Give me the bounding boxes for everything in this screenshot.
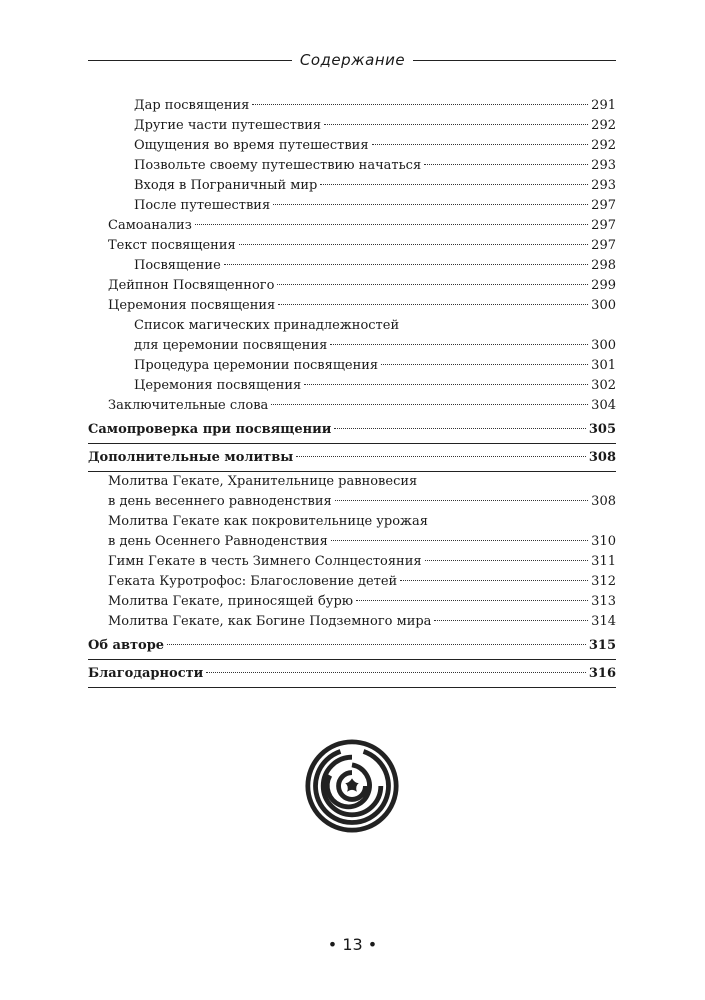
toc-entry-title-line1: Молитва Гекате как покровительнице урожая — [108, 514, 428, 529]
toc-entry-title: Молитва Гекате, приносящей бурю — [108, 594, 354, 609]
toc-entry-title: Молитва Гекате, как Богине Подземного мира — [108, 614, 432, 629]
toc-entry-line — [134, 176, 616, 196]
toc-entry-line — [108, 236, 616, 256]
toc-entry-title: Об авторе — [88, 638, 165, 653]
toc-entry[interactable] — [88, 156, 616, 176]
dot-leader — [320, 184, 588, 185]
toc-entry[interactable] — [88, 256, 616, 276]
toc-entry-page: 304 — [591, 398, 616, 413]
toc-entry-line — [108, 216, 616, 236]
toc-entry[interactable] — [88, 448, 616, 468]
toc-entry-page: 305 — [588, 422, 616, 437]
toc-entry[interactable] — [88, 376, 616, 396]
dot-leader — [425, 560, 589, 561]
toc-entry-page: 292 — [591, 138, 616, 153]
toc-entry-title: Церемония посвящения — [108, 298, 276, 313]
toc-entry-line — [88, 636, 616, 656]
toc-entry-page: 293 — [591, 178, 616, 193]
toc-entry[interactable] — [88, 612, 616, 632]
toc-entry-line — [108, 492, 616, 512]
toc-entry-page: 316 — [588, 666, 616, 681]
dot-leader — [356, 600, 588, 601]
toc-entry-line — [134, 356, 616, 376]
toc-entry-line — [108, 552, 616, 572]
toc-entry-page: 297 — [591, 198, 616, 213]
toc-entry-line — [108, 296, 616, 316]
table-of-contents — [88, 96, 616, 688]
toc-entry[interactable] — [88, 216, 616, 236]
toc-entry[interactable] — [88, 420, 616, 440]
dot-leader — [252, 104, 588, 105]
toc-entry-title: для церемонии посвящения — [134, 338, 328, 353]
toc-entry[interactable] — [88, 636, 616, 656]
toc-entry-page: 314 — [591, 614, 616, 629]
toc-entry-line — [134, 336, 616, 356]
toc-entry-page: 315 — [588, 638, 616, 653]
toc-entry-title: Текст посвящения — [108, 238, 236, 253]
dot-leader — [400, 580, 588, 581]
dot-leader — [334, 428, 585, 429]
toc-entry-title: Позвольте своему путешествию начаться — [134, 158, 422, 173]
page-number — [0, 935, 705, 954]
dot-leader — [277, 284, 588, 285]
toc-entry-line — [108, 532, 616, 552]
dot-leader — [167, 644, 586, 645]
toc-entry-line — [88, 664, 616, 684]
toc-entry-title: Дейпнон Посвященного — [108, 278, 275, 293]
toc-entry-page: 300 — [591, 338, 616, 353]
toc-entry-title: Входя в Пограничный мир — [134, 178, 318, 193]
toc-entry-line — [88, 420, 616, 440]
toc-entry[interactable] — [88, 96, 616, 116]
toc-entry-page: 311 — [591, 554, 616, 569]
toc-entry-line — [134, 256, 616, 276]
toc-entry-line — [134, 156, 616, 176]
folio-dot-left: • — [327, 935, 338, 954]
toc-entry-page: 297 — [591, 218, 616, 233]
toc-entry[interactable] — [88, 664, 616, 684]
toc-entry-page: 298 — [591, 258, 616, 273]
hecate-wheel-icon — [304, 738, 400, 834]
section-rule — [88, 687, 616, 688]
dot-leader — [424, 164, 588, 165]
toc-entry-title: Заключительные слова — [108, 398, 269, 413]
toc-entry[interactable] — [88, 276, 616, 296]
dot-leader — [195, 224, 588, 225]
toc-entry-title: Посвящение — [134, 258, 221, 273]
toc-entry[interactable] — [88, 512, 616, 552]
dot-leader — [324, 124, 588, 125]
toc-entry-page: 293 — [591, 158, 616, 173]
toc-entry-page: 312 — [591, 574, 616, 589]
dot-leader — [206, 672, 586, 673]
toc-entry-line — [108, 276, 616, 296]
dot-leader — [381, 364, 588, 365]
toc-entry-line — [134, 196, 616, 216]
toc-entry-title: Дополнительные молитвы — [88, 450, 294, 465]
folio-dot-right: • — [367, 935, 378, 954]
toc-entry-page: 301 — [591, 358, 616, 373]
toc-entry-line — [108, 612, 616, 632]
toc-entry[interactable] — [88, 572, 616, 592]
toc-entry[interactable] — [88, 396, 616, 416]
toc-entry-title: Дар посвящения — [134, 98, 250, 113]
toc-entry[interactable] — [88, 592, 616, 612]
toc-entry-line — [134, 116, 616, 136]
toc-entry[interactable] — [88, 176, 616, 196]
toc-entry[interactable] — [88, 356, 616, 376]
dot-leader — [331, 540, 588, 541]
toc-entry-title: Самоанализ — [108, 218, 192, 233]
toc-entry-line — [134, 96, 616, 116]
dot-leader — [239, 244, 588, 245]
toc-entry[interactable] — [88, 472, 616, 512]
dot-leader — [296, 456, 586, 457]
toc-entry-title: Процедура церемонии посвящения — [134, 358, 379, 373]
toc-entry-title: После путешествия — [134, 198, 271, 213]
toc-entry-page: 291 — [591, 98, 616, 113]
toc-entry-line — [108, 396, 616, 416]
toc-entry-title: Другие части путешествия — [134, 118, 322, 133]
dot-leader — [273, 204, 588, 205]
dot-leader — [330, 344, 588, 345]
folio-number: 13 — [342, 935, 363, 954]
dot-leader — [304, 384, 588, 385]
toc-entry-title: Гимн Гекате в честь Зимнего Солнцестояния — [108, 554, 422, 569]
toc-entry-page: 302 — [591, 378, 616, 393]
toc-entry-page: 308 — [591, 494, 616, 509]
toc-entry-line — [108, 592, 616, 612]
toc-entry[interactable] — [88, 116, 616, 136]
toc-entry-title-line1: Список магических принадлежностей — [134, 318, 400, 333]
toc-entry-page: 292 — [591, 118, 616, 133]
dot-leader — [335, 500, 588, 501]
toc-entry-title: Геката Куротрофос: Благословение детей — [108, 574, 398, 589]
toc-entry-page: 299 — [591, 278, 616, 293]
toc-entry-page: 297 — [591, 238, 616, 253]
toc-entry-line — [134, 136, 616, 156]
toc-entry-page: 310 — [591, 534, 616, 549]
dot-leader — [434, 620, 588, 621]
toc-entry-title: Церемония посвящения — [134, 378, 302, 393]
toc-entry-title-line1: Молитва Гекате, Хранительнице равновесия — [108, 474, 418, 489]
toc-entry-line — [88, 448, 616, 468]
toc-entry-title: Ощущения во время путешествия — [134, 138, 369, 153]
dot-leader — [271, 404, 588, 405]
toc-entry[interactable] — [88, 236, 616, 256]
toc-entry-page: 300 — [591, 298, 616, 313]
toc-entry-title: в день Осеннего Равноденствия — [108, 534, 328, 549]
toc-entry[interactable] — [88, 552, 616, 572]
toc-entry-title: Самопроверка при посвящении — [88, 422, 332, 437]
running-header — [0, 50, 705, 69]
toc-entry-line — [134, 376, 616, 396]
toc-entry-line — [108, 572, 616, 592]
dot-leader — [372, 144, 589, 145]
toc-entry[interactable] — [88, 296, 616, 316]
toc-entry-page: 313 — [591, 594, 616, 609]
toc-entry[interactable] — [88, 316, 616, 356]
header-title: Содержание — [292, 51, 413, 69]
dot-leader — [224, 264, 588, 265]
toc-entry-title: в день весеннего равноденствия — [108, 494, 332, 509]
toc-entry[interactable] — [88, 196, 616, 216]
toc-entry[interactable] — [88, 136, 616, 156]
toc-entry-title: Благодарности — [88, 666, 204, 681]
dot-leader — [278, 304, 588, 305]
toc-entry-page: 308 — [588, 450, 616, 465]
